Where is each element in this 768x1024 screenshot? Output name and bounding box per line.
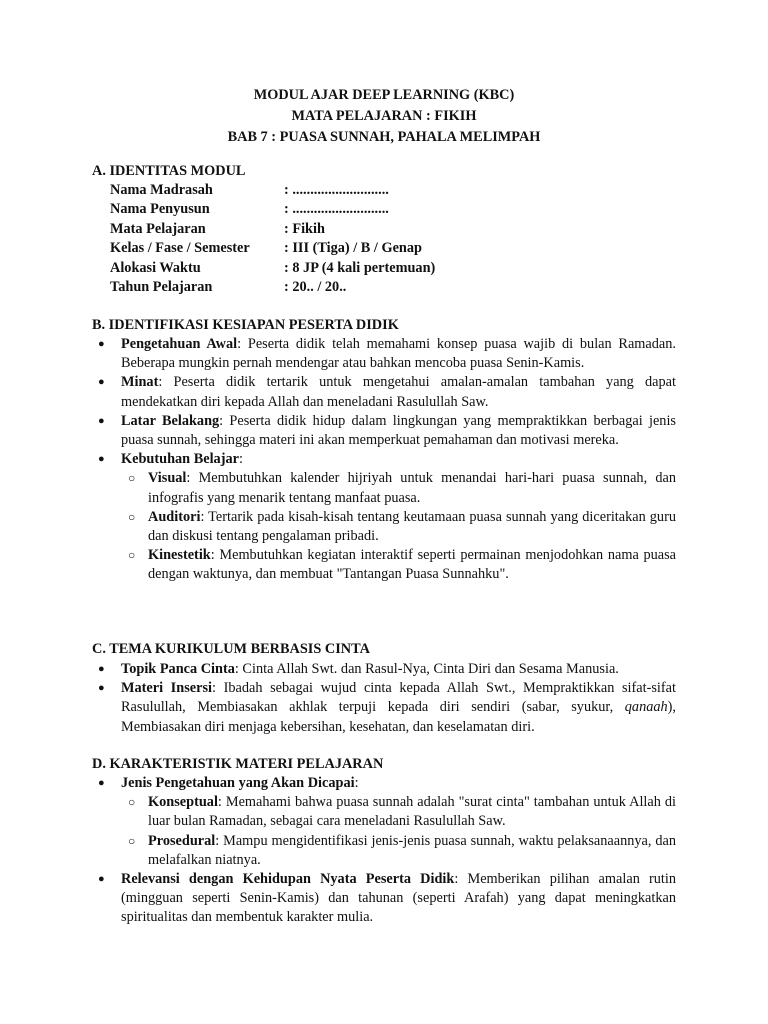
identity-key: Tahun Pelajaran xyxy=(110,278,213,295)
item-label: Prosedural xyxy=(148,832,216,849)
bullet-icon: ● xyxy=(98,682,105,695)
list-item xyxy=(92,450,676,469)
identity-value: : 8 JP (4 kali pertemuan) xyxy=(284,259,436,276)
identity-key: Nama Madrasah xyxy=(110,182,213,198)
bullet-icon: ● xyxy=(98,453,105,466)
circle-bullet-icon: ○ xyxy=(128,795,136,810)
item-text: ), Membiasakan diri menjaga kebersihan, kesehatan, dan keselamatan diri. xyxy=(121,699,676,735)
identity-row xyxy=(110,278,435,297)
header-title-line3: BAB 7 : PUASA SUNNAH, PAHALA MELIMPAH xyxy=(227,129,541,145)
item-text: : Memberikan pilihan amalan rutin (mingguan seperti Senin-Kamis) dan tahunan (seperti Arafah) yang dapat meningkatkan spiritualitas dan membentuk karakter mulia. xyxy=(121,871,676,926)
header-title-line2: MATA PELAJARAN : FIKIH xyxy=(291,108,477,124)
sub-list-item xyxy=(92,508,676,546)
item-label: Materi Insersi xyxy=(121,680,212,697)
identity-value: : 20.. / 20.. xyxy=(284,278,347,295)
item-label: Auditori xyxy=(148,508,201,525)
identity-value: : Fikih xyxy=(284,220,325,237)
sub-list-item xyxy=(92,832,676,870)
bullet-icon: ● xyxy=(98,414,105,427)
section-b-title: B. IDENTIFIKASI KESIAPAN PESERTA DIDIK xyxy=(92,317,399,333)
section-d-list xyxy=(92,774,676,928)
identity-value: : III (Tiga) / B / Genap xyxy=(284,240,422,257)
item-text: : Peserta didik tertarik untuk mengetahui amalan-amalan tambahan yang dapat mendekatkan diri kepada Allah dan meneladani Rasulullah Saw. xyxy=(121,374,676,410)
sub-list-item xyxy=(92,469,676,507)
item-italic-term: qanaah xyxy=(624,699,668,716)
item-text: : Peserta didik telah memahami konsep puasa wajib di bulan Ramadan. Beberapa mungkin pernah mendengar atau bahkan mencoba puasa Senin-Kamis. xyxy=(121,336,676,372)
item-label: Visual xyxy=(148,470,187,487)
identity-value: : ........................... xyxy=(284,182,389,198)
identity-key: Kelas / Fase / Semester xyxy=(110,240,250,257)
circle-bullet-icon: ○ xyxy=(128,471,136,486)
header-title-line1: MODUL AJAR DEEP LEARNING (KBC) xyxy=(253,87,515,103)
circle-bullet-icon: ○ xyxy=(128,548,136,563)
section-c-list xyxy=(92,660,676,737)
item-text: : xyxy=(354,775,359,791)
item-label: Konseptual xyxy=(148,794,218,811)
identity-row xyxy=(110,259,435,278)
document-header xyxy=(0,85,768,148)
identity-key: Nama Penyusun xyxy=(110,201,210,218)
item-text: : Tertarik pada kisah-kisah tentang keutamaan puasa sunnah yang diceritakan guru dan diskusi tentang pengalaman pribadi. xyxy=(148,508,676,545)
bullet-icon: ● xyxy=(98,376,105,389)
bullet-icon: ● xyxy=(98,663,105,675)
item-text: : Peserta didik hidup dalam lingkungan yang mempraktikkan berbagai jenis puasa sunnah, sehingga materi ini akan memperkuat pemahaman dan motivasi mereka. xyxy=(121,412,676,449)
list-item xyxy=(92,412,676,450)
item-text: : Membutuhkan kalender hijriyah untuk menandai hari-hari puasa sunnah, dan infografis yang menarik tentang manfaat puasa. xyxy=(148,470,676,506)
identity-key: Mata Pelajaran xyxy=(110,220,206,237)
item-text: : Membutuhkan kegiatan interaktif seperti permainan menjodohkan nama puasa dengan waktunya, dan membuat "Tantangan Puasa Sunnahku". xyxy=(148,547,676,583)
section-c-title: C. TEMA KURIKULUM BERBASIS CINTA xyxy=(92,641,370,657)
list-item xyxy=(92,870,676,928)
item-text: : Ibadah sebagai wujud cinta kepada Allah Swt., Mempraktikkan sifat-sifat Rasulullah, Membiasakan akhlak terpuji kepada diri sendiri (sabar, syukur, xyxy=(121,680,676,716)
list-item xyxy=(92,679,676,737)
list-item xyxy=(92,373,676,411)
item-text: : xyxy=(238,451,243,468)
item-label: Kinestetik xyxy=(148,547,211,564)
list-item xyxy=(92,660,676,679)
item-text: : Cinta Allah Swt. dan Rasul-Nya, Cinta Diri dan Sesama Manusia. xyxy=(234,661,619,677)
circle-bullet-icon: ○ xyxy=(128,509,136,524)
sub-list-item xyxy=(92,793,676,831)
item-label: Relevansi dengan Kehidupan Nyata Peserta Didik xyxy=(121,871,455,888)
bullet-icon: ● xyxy=(98,338,105,350)
bullet-icon: ● xyxy=(98,777,105,789)
identity-table xyxy=(110,181,435,297)
identity-row xyxy=(110,181,435,200)
item-label: Minat xyxy=(121,374,159,391)
item-text: : Memahami bahwa puasa sunnah adalah "surat cinta" tambahan untuk Allah di luar bulan Ramadan, sebagai cara meneladani Rasulullah Saw. xyxy=(148,794,676,830)
item-text: : Mampu mengidentifikasi jenis-jenis puasa sunnah, waktu pelaksanaannya, dan melafalkan niatnya. xyxy=(148,832,676,868)
list-item xyxy=(92,774,676,793)
sub-list-item xyxy=(92,546,676,584)
item-label: Pengetahuan Awal xyxy=(121,336,238,352)
identity-row xyxy=(110,200,435,219)
item-label: Kebutuhan Belajar xyxy=(121,451,239,468)
identity-key: Alokasi Waktu xyxy=(110,259,201,276)
identity-row xyxy=(110,220,435,239)
section-d-title: D. KARAKTERISTIK MATERI PELAJARAN xyxy=(92,756,384,772)
identity-value: : ........................... xyxy=(284,201,389,218)
section-a-title: A. IDENTITAS MODUL xyxy=(92,163,246,179)
item-label: Jenis Pengetahuan yang Akan Dicapai xyxy=(121,775,355,791)
item-label: Latar Belakang xyxy=(121,412,220,429)
item-label: Topik Panca Cinta xyxy=(121,661,235,677)
list-item xyxy=(92,335,676,373)
bullet-icon: ● xyxy=(98,873,105,886)
section-b-list xyxy=(92,335,676,585)
identity-row xyxy=(110,239,435,258)
circle-bullet-icon: ○ xyxy=(128,833,136,848)
